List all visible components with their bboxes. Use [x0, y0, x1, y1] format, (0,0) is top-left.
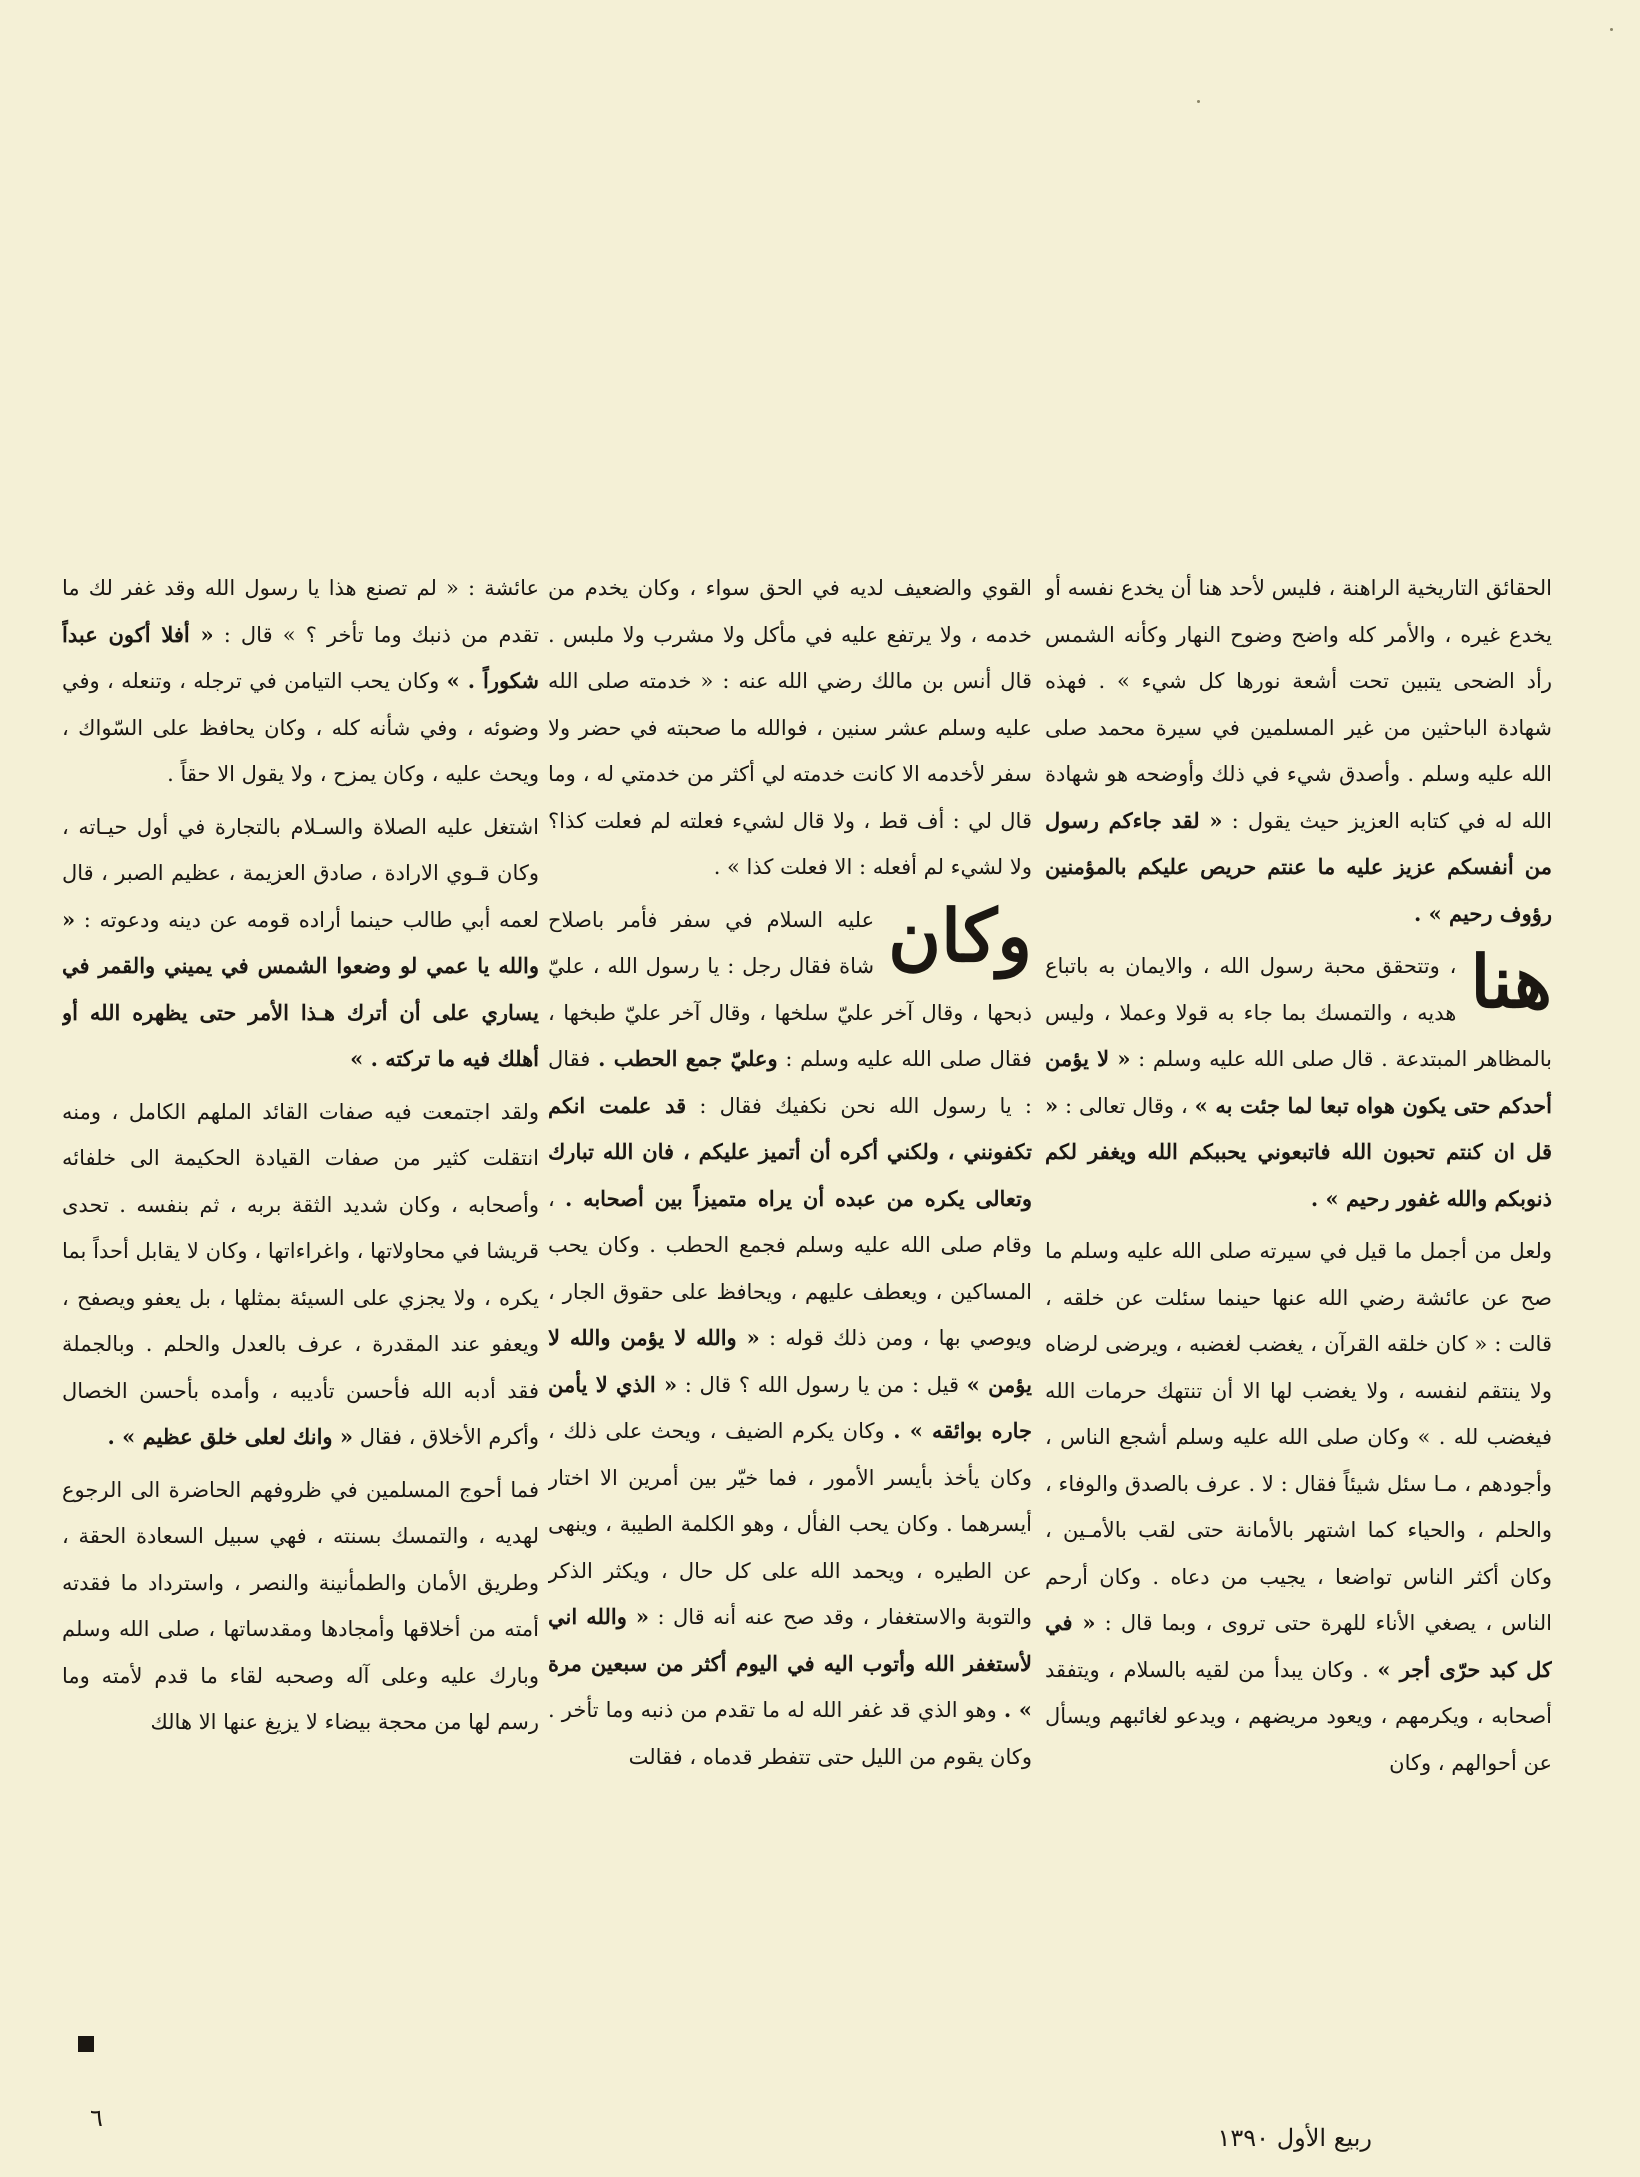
- hadith-quote: وعليّ جمع الحطب .: [598, 1046, 778, 1071]
- issue-date: ربيع الأول ١٣٩٠: [1217, 2124, 1372, 2152]
- body-text: فما أحوج المسلمين في ظروفهم الحاضرة الى الرجوع لهديه ، والتمسك بسنته ، فهي سبيل السعادة الحقة ، وطريق الأمان والطمأنينة والنصر ، واسترداد ما فقدته أمته من أخلاقها وأمجادها ومقدساتها ، صلى الله وسلم وبارك عليه وعلى آله وصحبه لقاء ما قدم لأمته وما رسم لها من محجة بيضاء لا يزيغ عنها الا هالك: [62, 1477, 539, 1734]
- body-text: . وكان يبدأ من لقيه بالسلام ، ويتفقد أصحابه ، ويكرمهم ، ويعود مريضهم ، ويدعو لغائبهم ويسأل عن أحوالهم ، وكان: [1045, 1657, 1552, 1775]
- body-text: وكان يكرم الضيف ، ويحث على ذلك ، وكان يأخذ بأيسر الأمور ، فما خيّر بين أمرين الا اختار أيسرهما . وكان يحب الفأل ، وهو الكلمة الطيبة ، وينهى عن الطيره ، ويحمد الله على كل حال ، ويكثر الذكر والتوبة والاستغفار ، وقد صح عنه أنه قال :: [548, 1419, 1032, 1629]
- text-column-left: [62, 565, 539, 2025]
- body-text: ، وقال تعالى :: [1065, 1093, 1188, 1118]
- end-of-article-mark: [78, 2036, 94, 2052]
- body-text: فقال : يا رسول الله نحن نكفيك فقال :: [548, 1047, 1032, 1118]
- hadith-quote: « في كل كبد حرّى أجر »: [1045, 1610, 1552, 1682]
- paragraph: [1045, 565, 1552, 937]
- paragraph: [62, 1467, 539, 1746]
- body-text: وهو الذي قد غفر الله له ما تقدم من ذنبه وما تأخر . وكان يقوم من الليل حتى تتفطر قدماه ، فقالت: [548, 1698, 1032, 1769]
- body-text: وكان يحب التيامن في ترجله ، وتنعله ، وفي وضوئه ، وفي شأنه كله ، وكان يحافظ على السّواك ، ويحث عليه ، وكان يمزح ، ولا يقول الا حقاً .: [62, 669, 539, 786]
- body-text: ولعل من أجمل ما قيل في سيرته صلى الله عليه وسلم ما صح عن عائشة رضي الله عنها حينما سئلت عن خلقه ، قالت : « كان خلقه القرآن ، يغضب لغضبه ، ويرضى لرضاه ولا ينتقم لنفسه ، ولا يغضب لها الا أن تنتهك حرمات الله فيغضب لله . » وكان صلى الله عليه وسلم أشجع الناس ، وأجودهم ، مـا سئل شيئاً فقال : لا . عرف بالصدق والوفاء ، والحلم ، والحياء كما اشتهر بالأمانة حتى لقب بالأمـين ، وكان أكثر الناس تواضعا ، يجيب من دعاه . وكان أرحم الناس ، يصغي الأناء للهرة حتى تروى ، وبما قال :: [1045, 1239, 1552, 1635]
- quran-quote: « وانك لعلى خلق عظيم » .: [107, 1424, 353, 1449]
- body-text: اشتغل عليه الصلاة والسـلام بالتجارة في أول حيـاته ، وكان قـوي الارادة ، صادق العزيمة ، عظيم الصبر ، قال لعمه أبي طالب حينما أراده قومه عن دينه ودعوته :: [62, 814, 539, 932]
- body-text: ، وتتحقق محبة رسول الله ، والايمان به باتباع هديه ، والتمسك بما جاء به قولا وعملا ، وليس بالمظاهر المبتدعة . قال صلى الله عليه وسلم :: [1045, 954, 1552, 1071]
- hadith-quote: قد علمت انكم تكفونني ، ولكني أكره أن أتميز عليكم ، فان الله تبارك وتعالى يكره من عبده أن يراه متميزاً بين أصحابه .: [548, 1092, 1032, 1211]
- hadith-quote: « الذي لا يأمن جاره بوائقه » .: [548, 1371, 1032, 1443]
- hadith-quote: « والله اني لأستغفر الله وأتوب اليه في اليوم أكثر من سبعين مرة » .: [548, 1604, 1032, 1722]
- paragraph: [548, 565, 1032, 891]
- hadith-quote: « والله لا يؤمن والله لا يؤمن »: [548, 1325, 1032, 1397]
- page-number: ٦: [90, 2104, 103, 2132]
- body-text: الحقائق التاريخية الراهنة ، فليس لأحد هنا أن يخدع نفسه أو يخدع غيره ، والأمر كله واضح وضوح النهار وكأنه الشمس رأد الضحى يتبين تحت أشعة نورها كل شيء » . فهذه شهادة الباحثين من غير المسلمين في سيرة محمد صلى الله عليه وسلم . وأصدق شيء في ذلك وأوضحه هو شهادة الله له في كتابه العزيز حيث يقول :: [1045, 576, 1552, 833]
- paragraph: [62, 1089, 539, 1461]
- paper-speck: [1197, 100, 1200, 103]
- paragraph: [1045, 1228, 1552, 1786]
- paragraph: [62, 565, 539, 798]
- quran-quote: « لقد جاءكم رسول من أنفسكم عزيز عليه ما عنتم حريص عليكم بالمؤمنين رؤوف رحيم » .: [1045, 807, 1552, 926]
- hadith-quote: « والله يا عمي لو وضعوا الشمس في يميني والقمر في يساري على أن أترك هـذا الأمر حتى يظهره الله أو أهلك فيه ما تركته . »: [62, 906, 539, 1071]
- body-text: ولقد اجتمعت فيه صفات القائد الملهم الكامل ، ومنه انتقلت كثير من صفات القيادة الحكيمة الى خلفائه وأصحابه ، وكان شديد الثقة بربه ، ثم بنفسه . تحدى قريشا في محاولاتها ، واغراءاتها ، وكان لا يقابل أحداً بما يكره ، ولا يجزي على السيئة بمثلها ، بل يعفو ويصفح ، ويعفو عند المقدرة ، عرف بالعدل والحلم . وبالجملة فقد أدبه الله فأحسن تأديبه ، وأمده بأحسن الخصال وأكرم الأخلاق ، فقال: [62, 1099, 539, 1449]
- body-text: عليه السلام في سفر فأمر باصلاح شاة فقال رجل : يا رسول الله ، عليّ ذبحها ، وقال آخر عليّ سلخها ، وقال آخر عليّ طبخها ، فقال صلى الله عليه وسلم :: [548, 907, 1032, 1071]
- body-text: القوي والضعيف لديه في الحق سواء ، وكان يخدم من خدمه ، ولا يرتفع عليه في مأكل ولا مشرب ولا ملبس . قال أنس بن مالك رضي الله عنه : « خدمته صلى الله عليه وسلم عشر سنين ، فوالله ما صحبته في حضر ولا سفر لأخدمه الا كانت خدمته لي أكثر من خدمتي له ، وما قال لي : أف قط ، ولا قال لشيء فعلته لم فعلت كذا؟ ولا لشيء لم أفعله : الا فعلت كذا » .: [548, 576, 1032, 879]
- text-column-middle: [548, 565, 1032, 2035]
- text-column-right: [1045, 565, 1552, 2065]
- drop-cap: هنا: [1470, 939, 1552, 1024]
- quran-quote: « قل ان كنتم تحبون الله فاتبعوني يحببكم الله ويغفر لكم ذنوبكم والله غفور رحيم » .: [1045, 1092, 1552, 1211]
- paragraph: [1045, 939, 1552, 1222]
- body-text: ، وقام صلى الله عليه وسلم فجمع الحطب . وكان يحب المساكين ، ويعطف عليهم ، ويحافظ على حقوق الجار ، ويوصي بها ، ومن ذلك قوله :: [548, 1186, 1032, 1350]
- drop-cap: وكان: [888, 892, 1032, 978]
- hadith-quote: « لا يؤمن أحدكم حتى يكون هواه تبعا لما جئت به »: [1045, 1046, 1552, 1118]
- paper-speck: [1610, 28, 1613, 31]
- hadith-quote: « أفلا أكون عبداً شكوراً . »: [62, 621, 539, 693]
- paragraph: [62, 804, 539, 1083]
- body-text: عائشة : « لم تصنع هذا يا رسول الله وقد غفر لك ما تقدم من ذنبك وما تأخر ؟ » قال :: [62, 576, 539, 647]
- body-text: قيل : من يا رسول الله ؟ قال :: [684, 1372, 959, 1397]
- paragraph: [548, 892, 1032, 1781]
